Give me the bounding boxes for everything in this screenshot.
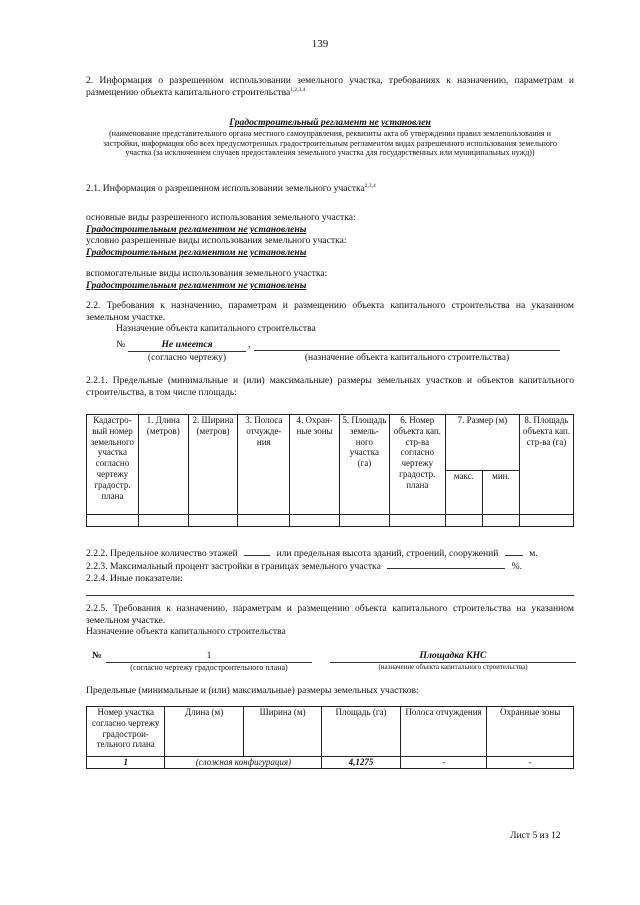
section-2-2-2: 2.2.2. Предельное количество этажей или предельная высота зданий, строений, сооружений м. <box>86 548 538 559</box>
object-number-prefix: № <box>116 339 126 350</box>
section-2-2-3: 2.2.3. Максимальный процент застройки в границах земельного участка %. <box>86 561 523 572</box>
cell-plot-number: 1 <box>87 757 165 769</box>
caption-drawing: (согласно чертежу) <box>147 352 227 363</box>
object-purpose-value: Площадка КНС <box>330 650 576 663</box>
col-size: 7. Размер (м) <box>445 415 519 471</box>
table-row <box>87 757 574 769</box>
col-plot-number: Номер участка согласно чертежу градострои-тельного плана <box>87 707 165 757</box>
section-2-2-heading: 2.2. Требования к назначению, параметрам и размещению объекта капитального строительства на указанном земельном участке. <box>86 300 574 323</box>
conditional-uses-value: Градостроительным регламентом не установлены <box>86 247 307 258</box>
object-number-prefix-2: № <box>92 650 102 661</box>
col-size-min: мин. <box>482 471 519 515</box>
col-area: 5. Площадь земель-ного участка (га) <box>340 415 390 515</box>
sheet-footer: Лист 5 из 12 <box>510 830 561 841</box>
col-length: 1. Длина (метров) <box>138 415 188 515</box>
auxiliary-uses-label: вспомогательные виды использования земельного участка: <box>86 268 328 279</box>
section-2-2-4: 2.2.4. Иные показатели: <box>86 573 183 584</box>
section-2-1-heading: 2.1. Информация о разрешенном использовании земельного участка$^{2,3,4}$ <box>86 183 376 195</box>
cell-area: 4,1275 <box>322 757 400 769</box>
caption-purpose-2: (назначение объекта капитального строительства) <box>378 663 528 671</box>
col-protected-zones-2: Охранные зоны <box>487 707 574 757</box>
cell-protected: - <box>487 757 574 769</box>
col-object-area: 8. Площадь объекта кап. стр-ва (га) <box>519 415 573 515</box>
col-object-number: 6. Номер объекта кап. стр-ва согласно чертежу градостр. плана <box>389 415 445 515</box>
limits-label: Предельные (минимальные и (или) максимальные) размеры земельных участков: <box>86 685 419 696</box>
cell-configuration: (сложная конфигурация) <box>165 757 322 769</box>
section-2-heading: 2. Информация о разрешенном использовании земельного участка, требованиях к назначению, параметрам и размещению объекта капитального строительства$^{1,2,3,4}$ <box>86 75 574 98</box>
col-width-m: Ширина (м) <box>243 707 321 757</box>
auxiliary-uses-value: Градостроительным регламентом не установлены <box>86 280 307 291</box>
cell-exclusion: - <box>400 757 487 769</box>
col-width: 2. Ширина (метров) <box>188 415 238 515</box>
col-cadastral: Кадастро-вый номер земельного участка согласно чертежу градостр. плана <box>87 415 139 515</box>
object-number-value: Не имеется <box>128 339 246 352</box>
main-uses-value: Градостроительным регламентом не установлены <box>86 224 307 235</box>
col-size-max: макс. <box>445 471 482 515</box>
object-number-value-2: 1 <box>106 650 312 663</box>
col-area-ha: Площадь (га) <box>322 707 400 757</box>
table-row <box>87 515 574 527</box>
caption-purpose: (назначение объекта капитального строительства) <box>304 352 510 363</box>
object-purpose-blank <box>254 339 560 351</box>
col-protected-zones: 4. Охран-ные зоны <box>290 415 340 515</box>
col-exclusion-strip: Полоса отчуждения <box>400 707 487 757</box>
regulation-title: Градостроительный регламент не установлен <box>229 117 431 128</box>
land-plot-limits-table <box>86 706 574 769</box>
conditional-uses-label: условно разрешенные виды использования земельного участка: <box>86 235 347 246</box>
purpose-label-2: Назначение объекта капитального строительства <box>86 626 286 637</box>
caption-gradplan: (согласно чертежу градостроительного плана) <box>130 663 288 672</box>
main-uses-label: основные виды разрешенного использования земельного участка: <box>86 212 356 223</box>
col-exclusion: 3. Полоса отчужде-ния <box>238 415 290 515</box>
page-number: 139 <box>311 38 329 50</box>
object-parameters-table <box>86 414 574 527</box>
purpose-label: Назначение объекта капитального строительства <box>116 323 316 334</box>
comma: , <box>248 339 251 350</box>
other-indicators-line <box>86 594 574 596</box>
section-2-2-1-heading: 2.2.1. Предельные (минимальные и (или) максимальные) размеры земельных участков и объектов капитального строительства, в том числе площадь: <box>86 375 574 398</box>
section-2-2-5-heading: 2.2.5. Требования к назначению, параметрам и размещению объекта капитального строительства на указанном земельном участке. <box>86 603 574 626</box>
regulation-note: (наименование представительного органа местного самоуправления, реквизиты акта об утверждении правил землепользования и застройки, информация обо всех предусмотренных градостроительным регламентом видах разрешенного использования земельного участка (за исключением случаев предоставления земельного участка для государственных или муниципальных нужд)) <box>103 129 557 158</box>
col-length-m: Длина (м) <box>165 707 243 757</box>
